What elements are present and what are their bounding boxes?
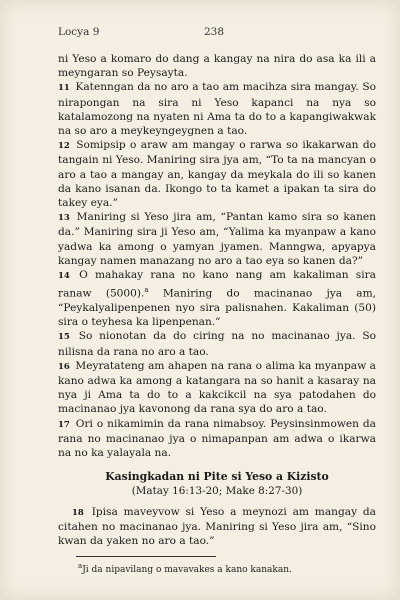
verse-number: 16 [58,361,70,372]
footnote-mark: a [78,562,83,570]
verse-text: Ipisa maveyvow si Yeso a meynozi am mangay da citahen no macinanao jya. Maniring si Yeso jira am, “Sino kwan da yaken no aro a tao.” [58,505,376,548]
verse [58,359,376,417]
footnote [78,562,378,575]
verse-text: Maniring si Yeso jira am, “Pantan kamo sira so kanen da.” Maniring sira ji Yeso am, “Yalima ka myanpaw a kano yadwa ka among o yamyan jyamen. Manngwa, apyapya kangay namen manazang no aro a tao eya so kanen da?” [58,211,376,267]
verse-text: Somipsip o araw am mangay o rarwa so ikakarwan do tangain ni Yeso. Maniring sira jya am, “To ta na mancyan o aro a tao a mangay an, kangay da meykala do ili so kanen da kano isanan da. Ikongo to ta kamet a ipakan ta sira do takey eya.” [58,139,377,210]
verse-text: Ori o nikamimin da rana nimabsoy. Peysinsinmowen da rana no macinanao jya o nimapanpan am adwa o ikarwa na no ka yalayala na. [58,417,376,460]
section-heading: Kasingkadan ni Pite si Yeso a Kizisto [105,470,329,484]
footnote-divider [76,556,216,557]
verse-text-continued: Maniring do macinanao jya am, “Peykalyalipenpenen nyo sira palisnahen. Kakaliman (50) sira o teyhesa ka lipenpenan.” [58,287,376,329]
verse [58,80,376,138]
verse-number: 14 [58,271,70,282]
verse [58,210,376,268]
verse-text: So nionotan da do ciring na no macinanao jya. So nilisna da rana no aro a tao. [58,330,376,358]
verse [58,138,376,210]
scripture-text [58,52,376,548]
verse-text: Katenngan da no aro a tao am macihza sira mangay. So nirapongan na sira ni Yeso kapanci na nya so katalamozong na nyaten ni Ama ta do to a kapangiwakwak na so aro a meykeyngeygnen a tao. [58,81,376,138]
verse-number: 15 [58,332,70,343]
verse [58,52,376,80]
verse [58,329,376,358]
page-number: 238 [204,26,225,38]
verse [58,505,376,549]
footnote-text: Ji da nipavilang o mavavakes a kano kanakan. [82,565,292,575]
footnote-marker[interactable]: a [144,286,149,295]
verse-text: Meyratateng am ahapen na rana o alima ka myanpaw a kano adwa ka among a katangara na so hanit a kasaray na nya ji Ama ta do to a kakcikcil na sya patodahen do macinanao jya kavonong da rana sya do aro a tao. [58,359,376,416]
verse-number: 13 [58,213,70,224]
verse [58,268,376,329]
verse-text: O mahakay rana no kano nang am kakaliman sira ranaw (5000). [58,269,376,300]
section-cross-references: (Matay 16:13-20; Make 8:27-30) [131,485,303,498]
verse [58,417,376,461]
verse-number: 17 [58,419,70,430]
verse-number: 18 [72,507,84,518]
book-chapter-label: Locya 9 [58,26,100,38]
verse-text: ni Yeso a komaro do dang a kangay na nira do asa ka ili a meyngaran so Peysayta. [58,53,376,80]
verse-number: 12 [58,141,70,152]
verse-number: 11 [58,83,70,94]
